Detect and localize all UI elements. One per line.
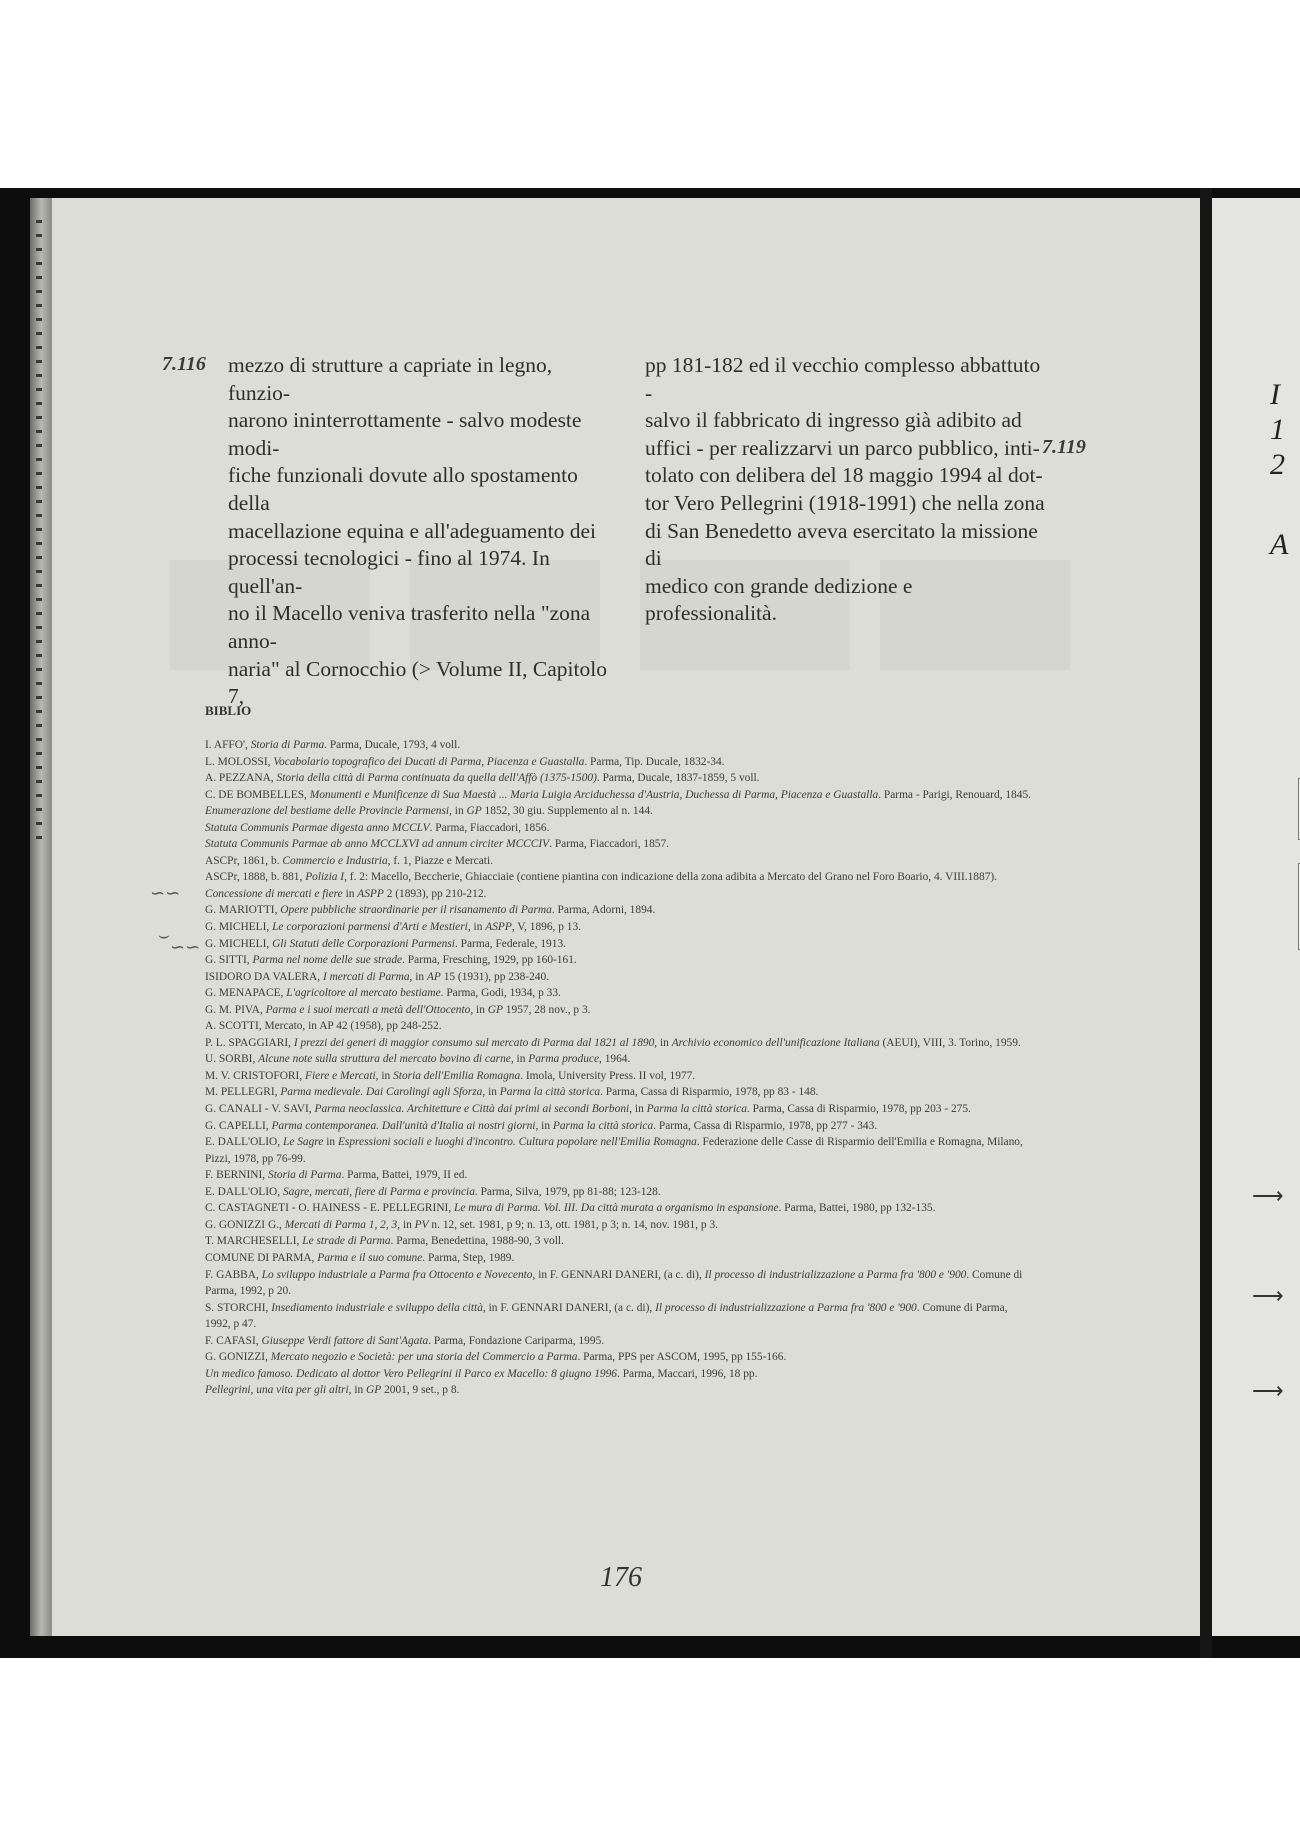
entry-text: . Parma, Tip. Ducale, 1832-34. (584, 755, 725, 768)
entry-text: A. PEZZANA, (205, 772, 277, 785)
bibliography-entry (205, 787, 1035, 804)
entry-title: Alcune note sulla struttura del mercato bovino di carne (258, 1053, 511, 1066)
entry-text: , in (510, 1053, 529, 1066)
entry-text: . Parma, Fiaccadori, 1856. (429, 821, 550, 834)
entry-text: F. CAFASI, (205, 1334, 262, 1347)
entry-text: 2001, 9 set., p 8. (381, 1384, 460, 1397)
entry-title: L'agricoltore al mercato bestiame (286, 987, 441, 1000)
bibliography-heading: BIBLIO (205, 703, 252, 718)
bibliography-entry (205, 803, 1035, 820)
entry-title: Fiere e Mercati (305, 1069, 376, 1082)
entry-text: F. GABBA, (205, 1268, 262, 1281)
bibliography-entry (205, 952, 1035, 969)
bibliography-entry (205, 1002, 1035, 1019)
entry-text: C. DE BOMBELLES, (205, 788, 310, 801)
entry-text: , 1964. (599, 1053, 631, 1066)
entry-text: , f. 2: Macello, Beccherie, Ghiacciaie (contiene piantina con indicazione della zona adibita a Mercato del Grano nel Foro Boario, 4. VIII.1887). (344, 871, 998, 884)
text-line: fiche funzionali dovute allo spostamento della (228, 463, 578, 515)
bibliography-entry (205, 1217, 1035, 1234)
bibliography-entry (205, 936, 1035, 953)
bibliography-entry (205, 1101, 1035, 1118)
entry-text: G. CANALI - V. SAVI, (205, 1103, 315, 1116)
entry-title: Commercio e Industria (282, 854, 388, 867)
entry-text: . Parma, Fresching, 1929, pp 160-161. (402, 954, 577, 967)
bibliography-entry (205, 1035, 1035, 1052)
entry-text: , in (470, 1003, 488, 1016)
entry-title: Parma produce (528, 1053, 600, 1066)
text-line: di San Benedetto aveva esercitato la missione di (645, 518, 1038, 571)
entry-text: ASCPr, 1888, b. 881, (205, 871, 306, 884)
entry-title: Giuseppe Verdi fattore di Sant'Agata (261, 1334, 429, 1347)
page-number: 176 (600, 1562, 642, 1593)
entry-text: . Imola, University Press. II vol, 1977. (520, 1069, 696, 1082)
entry-title: Storia della città di Parma continuata da quella dell'Affò (1375-1500) (276, 772, 597, 785)
margin-reference-left: 7.116 (162, 353, 206, 375)
entry-text: , in (467, 921, 486, 934)
entry-text: 1957, 28 nov., p 3. (502, 1003, 591, 1016)
entry-title: Parma la città storica (552, 1119, 654, 1132)
entry-text: M. PELLEGRI, (205, 1086, 281, 1099)
entry-text: G. GONIZZI, (205, 1351, 271, 1364)
entry-text: , in (397, 1218, 415, 1231)
arrow-mark: ⟶ (1252, 1183, 1284, 1208)
bibliography-entry (205, 1300, 1035, 1333)
entry-text: , in (449, 805, 467, 818)
entry-text: G. MICHELI, (205, 921, 273, 934)
entry-text: G. M. PIVA, (205, 1003, 266, 1016)
entry-text: . Parma, Cassa di Risparmio, 1978, pp 83 - 148. (600, 1086, 819, 1099)
entry-text: C. CASTAGNETI - O. HAINESS - E. PELLEGRINI, (205, 1202, 455, 1215)
entry-text: P. L. SPAGGIARI, (205, 1036, 294, 1049)
bibliography-entry (205, 1349, 1035, 1366)
bibliography-entry (205, 985, 1035, 1002)
bibliography-entry (205, 1167, 1035, 1184)
text-line: pp 181-182 ed il vecchio complesso abbattuto - (645, 353, 1041, 405)
page-edge-marks (36, 220, 42, 840)
entry-text: G. MARIOTTI, (205, 904, 281, 917)
entry-text: , V, 1896, p 13. (511, 921, 582, 934)
entry-text: . Parma, Battei, 1979, II ed. (341, 1169, 468, 1182)
bibliography-entry (205, 1250, 1035, 1267)
entry-text: . Parma, Ducale, 1837-1859, 5 voll. (596, 772, 760, 785)
pencil-mark: ∽∽ (170, 937, 201, 957)
entry-text: G. MICHELI, (205, 937, 273, 950)
entry-text: . Federazione delle Casse di Risparmio dell'Emilia e Romagna, Milano, Pizzi, 1978, pp 76-99. (205, 1136, 1023, 1165)
bibliography-entry (205, 853, 1035, 870)
bibliography-entry (205, 1233, 1035, 1250)
bibliography-entry (205, 1200, 1035, 1217)
entry-text: F. BERNINI, (205, 1169, 269, 1182)
entry-title: I mercati di Parma (322, 970, 410, 983)
entry-title: Parma nel nome delle sue strade (252, 954, 403, 967)
bibliography-entry (205, 1084, 1035, 1101)
entry-title: Monumenti e Munificenze di Sua Maestà ... Maria Luigia Arciduchessa d'Austria, Duchessa di Parma, Piacenza e Guastalla (309, 788, 879, 801)
entry-text: . Parma, Battei, 1980, pp 132-135. (778, 1202, 936, 1215)
entry-title: Sagre, mercati, fiere di Parma e provincia (282, 1185, 475, 1198)
entry-title: Mercati di Parma 1, 2, 3 (284, 1218, 398, 1231)
text-line: tolato con delibera del 18 maggio 1994 al dot- (645, 463, 1043, 488)
entry-text: , in (629, 1103, 647, 1116)
entry-text: . Parma, Maccari, 1996, 18 pp. (617, 1367, 758, 1380)
entry-text: . Parma, PPS per ASCOM, 1995, pp 155-166. (577, 1351, 787, 1364)
entry-text: . Parma - Parigi, Renouard, 1845. (878, 788, 1031, 801)
entry-text: , in (348, 1384, 367, 1397)
entry-text: A. SCOTTI, Mercato, in AP 42 (1958), pp 248-252. (205, 1020, 442, 1033)
bibliography-entry (205, 1068, 1035, 1085)
bibliography-entry (205, 902, 1035, 919)
entry-title: Parma contemporanea. Dall'unità d'Italia ai nostri giorni (271, 1119, 536, 1132)
entry-text: ISIDORO DA VALERA, (205, 970, 323, 983)
entry-title: Un medico famoso. Dedicato al dottor Vero Pellegrini il Parco ex Macello: 8 giugno 1996 (205, 1367, 617, 1380)
bibliography-entry (205, 1366, 1035, 1383)
entry-text: COMUNE DI PARMA, (205, 1251, 318, 1264)
entry-title: GP (487, 1003, 503, 1016)
bibliography-entry (205, 836, 1035, 853)
text-column-right (645, 352, 1045, 628)
bibliography-entry (205, 1382, 1035, 1399)
entry-title: ASPP (485, 921, 512, 934)
arrow-mark: ⟶ (1252, 1283, 1284, 1308)
entry-title: Vocabolario topografico dei Ducati di Parma, Piacenza e Guastalla (273, 755, 585, 768)
text-line: mezzo di strutture a capriate in legno, funzio- (228, 353, 553, 405)
entry-title: Il processo di industrializzazione a Parma fra '800 e '900 (655, 1301, 917, 1314)
book-gutter (1200, 188, 1212, 1658)
entry-text: . Parma, Cassa di Risparmio, 1978, pp 277 - 343. (653, 1119, 878, 1132)
entry-title: Espressioni sociali e luoghi d'incontro. Cultura popolare nell'Emilia Romagna (337, 1136, 697, 1149)
bibliography-entry (205, 1018, 1035, 1035)
entry-title: Statuta Communis Parmae digesta anno MCCLV (205, 821, 430, 834)
entry-text: S. STORCHI, (205, 1301, 272, 1314)
entry-title: Mercato negozio e Società: per una storia del Commercio a Parma (270, 1351, 578, 1364)
bibliography-entry (205, 754, 1035, 771)
bibliography-entry (205, 770, 1035, 787)
entry-title: Le mura di Parma. Vol. III. Da città murata a organismo in espansione (454, 1202, 779, 1215)
bibliography-entry (205, 1267, 1035, 1300)
entry-title: Storia dell'Emilia Romagna (393, 1069, 521, 1082)
entry-title: Il processo di industrializzazione a Parma fra '800 e '900 (704, 1268, 967, 1281)
entry-text: , in (409, 970, 427, 983)
entry-title: GP (366, 1384, 382, 1397)
entry-title: Pellegrini, una vita per gli altri (205, 1384, 349, 1397)
text-line: salvo il fabbricato di ingresso già adibito ad (645, 408, 1022, 433)
entry-text: G. MENAPACE, (205, 987, 287, 1000)
entry-title: Polizia I (305, 871, 345, 884)
entry-text: ASCPr, 1861, b. (205, 854, 283, 867)
entry-title: Parma la città storica (499, 1086, 601, 1099)
bibliography-entry (205, 1333, 1035, 1350)
entry-text: E. DALL'OLIO, (205, 1136, 283, 1149)
entry-text: . Parma, Cassa di Risparmio, 1978, pp 203 - 275. (746, 1103, 971, 1116)
entry-text: 2 (1893), pp 210-212. (383, 887, 487, 900)
entry-text: 1852, 30 giu. Supplemento al n. 144. (481, 805, 653, 818)
arrow-mark: ⟶ (1252, 1378, 1284, 1403)
bibliography-entry (205, 1051, 1035, 1068)
entry-title: GP (466, 805, 482, 818)
entry-title: AP (426, 970, 441, 983)
entry-text: . Parma, Step, 1989. (422, 1251, 515, 1264)
text-line: macellazione equina e all'adeguamento dei (228, 518, 596, 543)
text-line: tor Vero Pellegrini (1918-1991) che nella zona (645, 490, 1045, 515)
entry-title: Lo sviluppo industriale a Parma fra Ottocento e Novecento (261, 1268, 533, 1281)
entry-text: . Comune di Parma, 1992, p 20. (205, 1268, 1023, 1298)
entry-text: , f. 1, Piazze e Mercati. (387, 854, 493, 867)
entry-text: , in (535, 1119, 553, 1132)
pencil-mark: ∽∽ (150, 883, 181, 903)
text-line: narono ininterrottamente - salvo modeste modi- (228, 408, 582, 460)
text-line: processi tecnologici - fino al 1974. In quell'an- (228, 546, 550, 598)
entry-title: Archivio economico dell'unificazione Italiana (671, 1036, 880, 1049)
entry-title: Opere pubbliche straordinarie per il risanamento di Parma (280, 904, 552, 917)
entry-text: , in F. GENNARI DANERI, (a c. di), (482, 1301, 656, 1314)
entry-title: Enumerazione del bestiame delle Provincie Parmensi (205, 805, 450, 818)
entry-text: G. GONIZZI G., (205, 1218, 285, 1231)
entry-text: in (323, 1136, 338, 1149)
entry-text: G. SITTI, (205, 954, 253, 967)
entry-text: U. SORBI, (205, 1053, 259, 1066)
bibliography-entry (205, 737, 1035, 754)
facing-page-fragment: I 1 2 A ⟶ ⟶ ⟶ (1212, 198, 1300, 1636)
entry-text: M. V. CRISTOFORI, (205, 1069, 306, 1082)
entry-text: . Parma, Adorni, 1894. (551, 904, 656, 917)
bibliography-entry (205, 1134, 1035, 1167)
pencil-mark: ⌣ (158, 925, 170, 945)
bibliography-list (205, 737, 1035, 1399)
entry-title: Insediamento industriale e sviluppo della città (271, 1301, 483, 1314)
entry-text: in (342, 887, 358, 900)
entry-text: . Parma, Federale, 1913. (454, 937, 566, 950)
entry-text: , in (654, 1036, 672, 1049)
entry-text: . Parma, Fiaccadori, 1857. (549, 838, 670, 851)
bibliography-entry (205, 820, 1035, 837)
entry-text: . Parma, Fondazione Cariparma, 1995. (428, 1334, 605, 1347)
entry-text: I. AFFO', (205, 739, 251, 751)
entry-title: Gli Statuti delle Corporazioni Parmensi (272, 937, 455, 950)
entry-text: (AEUI), VIII, 3. Torino, 1959. (879, 1036, 1021, 1049)
entry-text: . Parma, Benedettina, 1988-90, 3 voll. (390, 1235, 564, 1248)
bibliography-entry (205, 969, 1035, 986)
text-line: naria" al Cornocchio (> Volume II, Capitolo 7, (228, 656, 607, 709)
entry-title: Parma la città storica (646, 1103, 747, 1116)
entry-text: n. 12, set. 1981, p 9; n. 13, ott. 1981, p 3; n. 14, nov. 1981, p 3. (428, 1218, 718, 1231)
entry-text: , in (375, 1069, 394, 1082)
bibliography-entry (205, 869, 1035, 886)
entry-title: Parma medievale. Dai Carolingi agli Sforza (280, 1086, 483, 1099)
entry-title: Le corporazioni parmensi d'Arti e Mestieri (272, 921, 468, 934)
entry-title: PV (414, 1218, 429, 1231)
text-line: medico con grande dedizione e professionalità. (645, 573, 913, 626)
entry-text: . Parma, Silva, 1979, pp 81-88; 123-128. (474, 1185, 661, 1198)
bibliography-entry (205, 919, 1035, 936)
text-line: uffici - per realizzarvi un parco pubblico, inti- (645, 435, 1040, 460)
entry-text: G. CAPELLI, (205, 1119, 272, 1132)
text-line: no il Macello veniva trasferito nella "zona anno- (228, 601, 591, 653)
text-column-left (228, 352, 608, 711)
entry-title: Parma neoclassica. Architetture e Città dai primi ai secondi Borboni (314, 1103, 630, 1116)
entry-title: Le Sagre (282, 1136, 324, 1149)
entry-text: T. MARCHESELLI, (205, 1235, 303, 1248)
entry-title: Parma e i suoi mercati a metà dell'Ottocento (265, 1003, 471, 1016)
bibliography-entry (205, 1184, 1035, 1201)
entry-title: ASPP (357, 887, 384, 900)
margin-reference-right: 7.119 (1042, 436, 1086, 458)
entry-text: . Parma, Godi, 1934, p 33. (440, 987, 561, 1000)
bibliography-entry (205, 886, 1035, 903)
entry-title: Storia di Parma (250, 739, 325, 751)
entry-text: 15 (1931), pp 238-240. (440, 970, 550, 983)
entry-text: E. DALL'OLIO, (205, 1185, 283, 1198)
entry-title: Le strade di Parma (302, 1235, 391, 1248)
entry-text: . Comune di Parma, 1992, p 47. (205, 1301, 1008, 1331)
entry-title: Statuta Communis Parmae ab anno MCCLXVI ad annum circiter MCCCIV (205, 838, 550, 851)
entry-title: Parma e il suo comune (317, 1251, 423, 1264)
entry-title: I prezzi dei generi di maggior consumo sul mercato di Parma dal 1821 al 1890 (293, 1036, 655, 1049)
entry-text: , in F. GENNARI DANERI, (a c. di), (532, 1268, 705, 1281)
entry-text: , in (482, 1086, 500, 1099)
bibliography-entry (205, 1118, 1035, 1135)
entry-title: Storia di Parma (268, 1169, 342, 1182)
entry-text: . Parma, Ducale, 1793, 4 voll. (324, 739, 461, 751)
entry-title: Concessione di mercati e fiere (205, 887, 343, 900)
entry-text: L. MOLOSSI, (205, 755, 274, 768)
